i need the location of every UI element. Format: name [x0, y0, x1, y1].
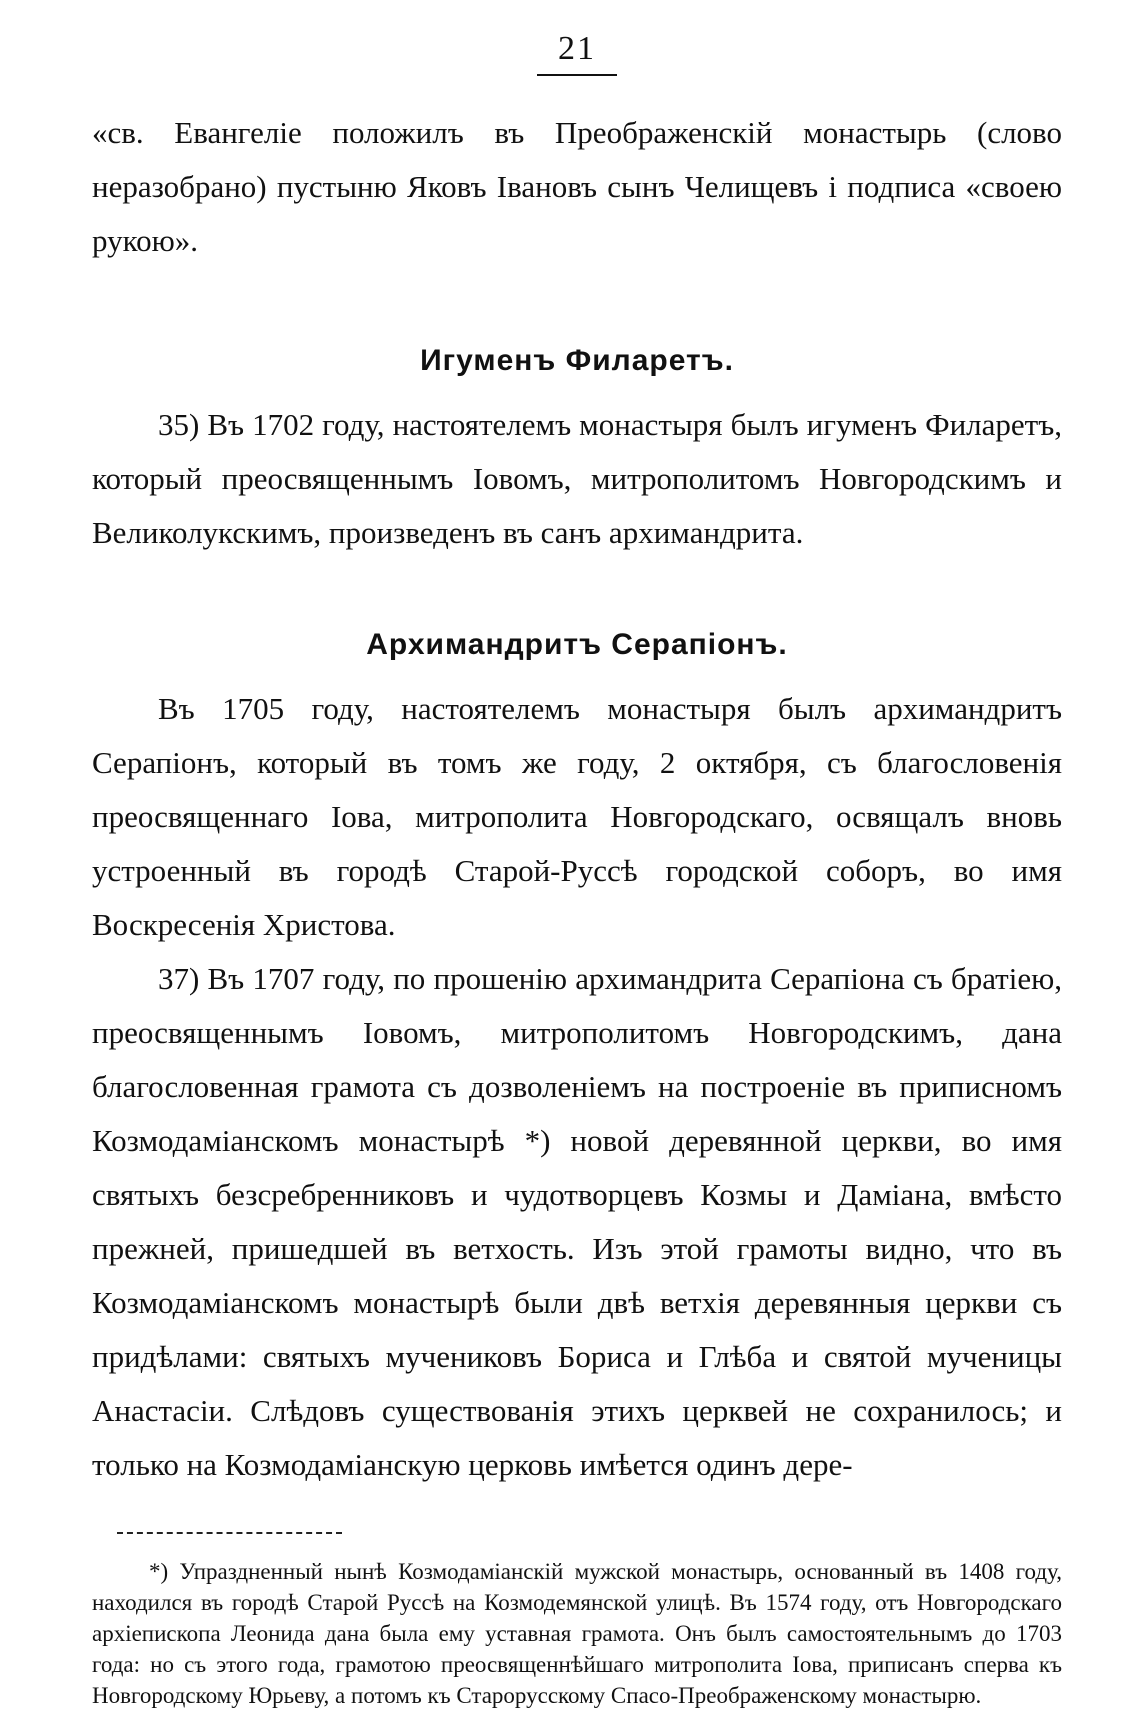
section-heading-filaret: Игуменъ Филаретъ. — [420, 344, 734, 377]
paragraph-37: 37) Въ 1707 году, по прошенію архимандрита Серапіона съ братіею, преосвященнымъ Іовомъ, митрополитомъ Новгородскимъ, дана благословенная грамота съ дозволеніемъ на построеніе въ приписномъ Козмодаміанскомъ монастырѣ *) новой деревянной церкви, во имя святыхъ безсребренниковъ и чудотворцевъ Козмы и Даміана, вмѣсто прежней, пришедшей въ ветхость. Изъ этой грамоты видно, что въ Козмодаміанскомъ монастырѣ были двѣ ветхія деревянныя церкви съ придѣлами: святыхъ мучениковъ Бориса и Глѣба и святой мученицы Анастасіи. Слѣдовъ существованія этихъ церквей не сохранилось; и только на Козмодаміанскую церковь имѣется одинъ дере- — [92, 961, 1062, 1482]
section-heading-serapion: Архимандритъ Серапіонъ. — [366, 628, 788, 661]
paragraph-35: 35) Въ 1702 году, настоятелемъ монастыря былъ игуменъ Филаретъ, который преосвященнымъ Іовомъ, митрополитомъ Новгородскимъ и Великолукскимъ, произведенъ въ санъ архимандрита. — [92, 407, 1062, 550]
footnote: *) Упраздненный нынѣ Козмодаміанскій мужской монастырь, основанный въ 1408 году, находился въ городѣ Старой Руссѣ на Козмодемянской улицѣ. Въ 1574 году, отъ Новгородскаго архіепископа Леонида дана была ему уставная грамота. Онъ былъ самостоятельнымъ до 1703 года: но съ этого года, грамотою преосвященнѣйшаго митрополита Іова, приписанъ сперва къ Новгородскому Юрьеву, а потомъ къ Старорусскому Спасо-Преображенскому монастырю. — [92, 1559, 1062, 1708]
book-page — [92, 30, 1062, 1711]
intro-paragraph: «св. Евангеліе положилъ въ Преображенскій монастырь (слово неразобрано) пустыню Яковъ Івановъ сынъ Челищевъ і подписа «своею рукою». — [92, 115, 1062, 258]
page-number: 21 — [537, 30, 617, 76]
paragraph-36: Въ 1705 году, настоятелемъ монастыря былъ архимандритъ Серапіонъ, который въ томъ же году, 2 октября, съ благословенія преосвященнаго Іова, митрополита Новгородскаго, освящалъ вновь устроенный въ городѣ Старой-Руссѣ городской соборъ, во имя Воскресенія Христова. — [92, 691, 1062, 942]
footnote-divider — [117, 1532, 342, 1534]
